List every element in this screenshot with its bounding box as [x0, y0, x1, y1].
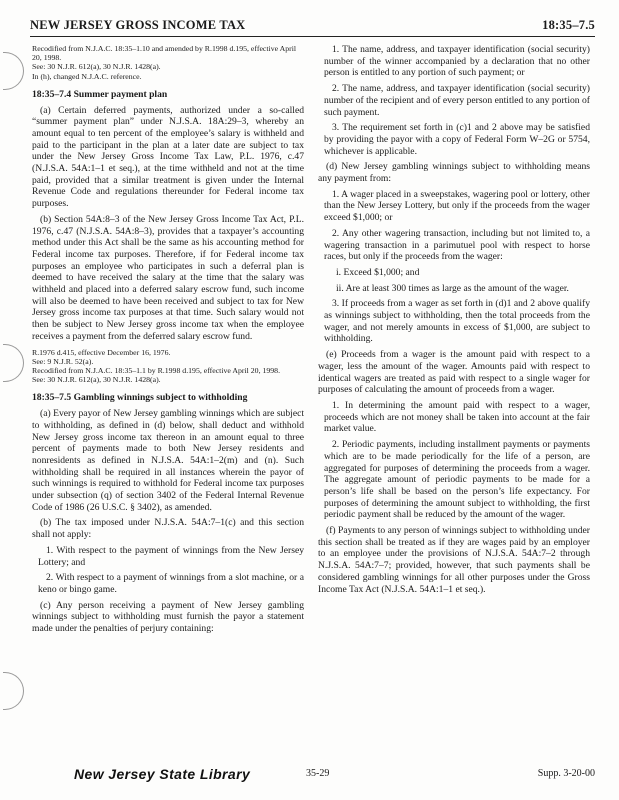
paragraph-a: (a) Every payor of New Jersey gambling winnings which are subject to withholding, as defined in (d) below, shall deduct and withhold New Jersey gross income tax thereon in an amount equal to three percent of payments made to both New Jersey residents and nonresidents as defined in N.J.S.A. 54A:1–2(m) and (n). Such withholding shall be required in all instances wherein the payor of such winnings is required to withhold for Federal income tax purposes under subsection (q) of section 3402 of the Federal Internal Revenue Code of 1986 (26 U.S.C. § 3402), as amended. [32, 408, 304, 513]
subparagraph-2: 2. Any other wagering transaction, including but not limited to, a wagering transaction in a parimutuel pool with respect to horse races, but only if the proceeds from the wager: [324, 227, 590, 263]
subparagraph-3: 3. If proceeds from a wager as set forth in (d)1 and 2 above qualify as winnings subject to withholding, then the total proceeds from the wager, and not merely amounts in excess of $1,000, are subject to withholding. [324, 298, 590, 345]
paragraph-a: (a) Certain deferred payments, authorized under a so-called “summer payment plan” under N.J.S.A. 18A:29–3, whereby an amount equal to ten percent of the employee’s salary is withheld and paid to the participant in the plan at a later date are subject to tax under the New Jersey Gross Income Tax Law, P.L. 1976, c.47 (N.J.S.A. 54A:1–1 et seq.), at the time withheld and not at the time paid, provided that a similar treatment is given under the Internal Revenue Code and regulations thereunder for Federal income tax purposes. [32, 104, 304, 210]
header-section-number: 18:35–7.5 [542, 18, 595, 32]
page-number: 35-29 [306, 768, 330, 779]
right-column [318, 44, 590, 599]
subparagraph-i: i. Exceed $1,000; and [336, 266, 420, 278]
section-heading-7-4: 18:35–7.4 Summer payment plan [32, 88, 168, 100]
section-heading-7-5: 18:35–7.5 Gambling winnings subject to withholding [32, 392, 248, 404]
binder-hole-mark [3, 52, 24, 90]
binder-hole-mark [3, 672, 24, 710]
subparagraph-1: 1. In determining the amount paid with respect to a wager, proceeds which are not money shall be taken into account at the fair market value. [324, 399, 590, 435]
paragraph-e: (e) Proceeds from a wager is the amount paid with respect to a wager, less the amount of the wager. Amounts paid with respect to identical wagers are treated as paid with respect to a single wager for purposes of calculating the amount of proceeds from a wager. [318, 349, 590, 396]
subparagraph-2: 2. Periodic payments, including installment payments or payments which are to be made periodically for the life of a person, are aggregated for purposes of determining the proceeds from a wager. The aggregate amount of periodic payments to be made for a person’s life shall be based on the person’s life expectancy. For purposes of determining the amount subject to withholding, the first periodic payment shall be reduced by the amount of the wager. [324, 439, 590, 521]
source-note: R.1976 d.415, effective December 16, 1976. [32, 347, 171, 357]
paragraph-b: (b) The tax imposed under N.J.S.A. 54A:7–1(c) and this section shall not apply: [32, 517, 304, 541]
source-note: Recodified from N.J.A.C. 18:35–1.1 by R.1998 d.195, effective April 20, 1998. [32, 365, 281, 375]
source-notes [32, 348, 304, 385]
subparagraph-1: 1. A wager placed in a sweepstakes, wagering pool or lottery, other than the New Jersey Lottery, but only if the proceeds from the wager exceed $1,000; or [324, 188, 590, 224]
supplement-date: Supp. 3-20-00 [537, 768, 595, 779]
subparagraph-2: 2. The name, address, and taxpayer identification (social security) number of the recipient and of every person entitled to any portion of such payment. [324, 83, 590, 118]
subparagraph-ii: ii. Are at least 300 times as large as the amount of the wager. [336, 282, 569, 294]
paragraph-d: (d) New Jersey gambling winnings subject to withholding means any payment from: [318, 161, 590, 185]
subparagraph-3: 3. The requirement set forth in (c)1 and 2 above may be satisfied by providing the payor with a copy of Federal Form W–2G or 5754, whichever is applicable. [324, 122, 590, 157]
source-note: See: 30 N.J.R. 612(a), 30 N.J.R. 1428(a). [32, 62, 161, 72]
running-header [30, 16, 595, 37]
page-footer [30, 766, 595, 788]
subparagraph-2: 2. With respect to a payment of winnings from a slot machine, or a keno or bingo game. [38, 572, 304, 595]
paragraph-b: (b) Section 54A:8–3 of the New Jersey Gross Income Tax Act, P.L. 1976, c.47 (N.J.S.A. 54A:8–3), provides that a taxpayer’s accounting method under this Act shall be the same as his accounting method for Federal income tax purposes. Therefore, if for Federal income tax purposes an employee who participates in such a deferral plan is deemed to have received the salary at the time that the salary was withheld and placed into a deferred salary escrow fund, such income will also be deemed to have been received and subject to tax for New Jersey gross income tax purposes at that time. Such salary would not then be subject to New Jersey gross income tax when the employee receives a payment from the deferred salary escrow fund. [32, 213, 304, 342]
source-note: See: 30 N.J.R. 612(a), 30 N.J.R. 1428(a). [32, 375, 161, 385]
binder-hole-mark [3, 344, 24, 382]
source-note: See: 9 N.J.R. 52(a). [32, 356, 94, 366]
library-stamp: New Jersey State Library [74, 766, 251, 782]
source-notes [32, 44, 304, 81]
paragraph-c: (c) Any person receiving a payment of New Jersey gambling winnings subject to withholding must furnish the payor a statement made under the penalties of perjury containing: [32, 599, 304, 635]
subparagraph-1: 1. The name, address, and taxpayer identification (social security) number of the winner accompanied by a declaration that no other person is entitled to any portion of such payment; or [324, 44, 590, 79]
source-note: Recodified from N.J.A.C. 18:35–1.10 and amended by R.1998 d.195, effective April 20, 1998. [32, 44, 297, 63]
paragraph-f: (f) Payments to any person of winnings subject to withholding under this section shall be treated as if they are wages paid by an employer to an employee under the provisions of N.J.S.A. 54A:7–2 through N.J.S.A. 54A:7–7; provided, however, that such payments shall be considered gambling winnings for all other purposes under the Gross Income Tax Act (N.J.S.A. 54A:1–1 et seq.). [318, 525, 590, 595]
header-title: NEW JERSEY GROSS INCOME TAX [30, 18, 246, 32]
subparagraph-1: 1. With respect to the payment of winnings from the New Jersey Lottery; and [38, 544, 304, 568]
source-note: In (h), changed N.J.A.C. reference. [32, 71, 142, 81]
left-column [32, 44, 304, 639]
